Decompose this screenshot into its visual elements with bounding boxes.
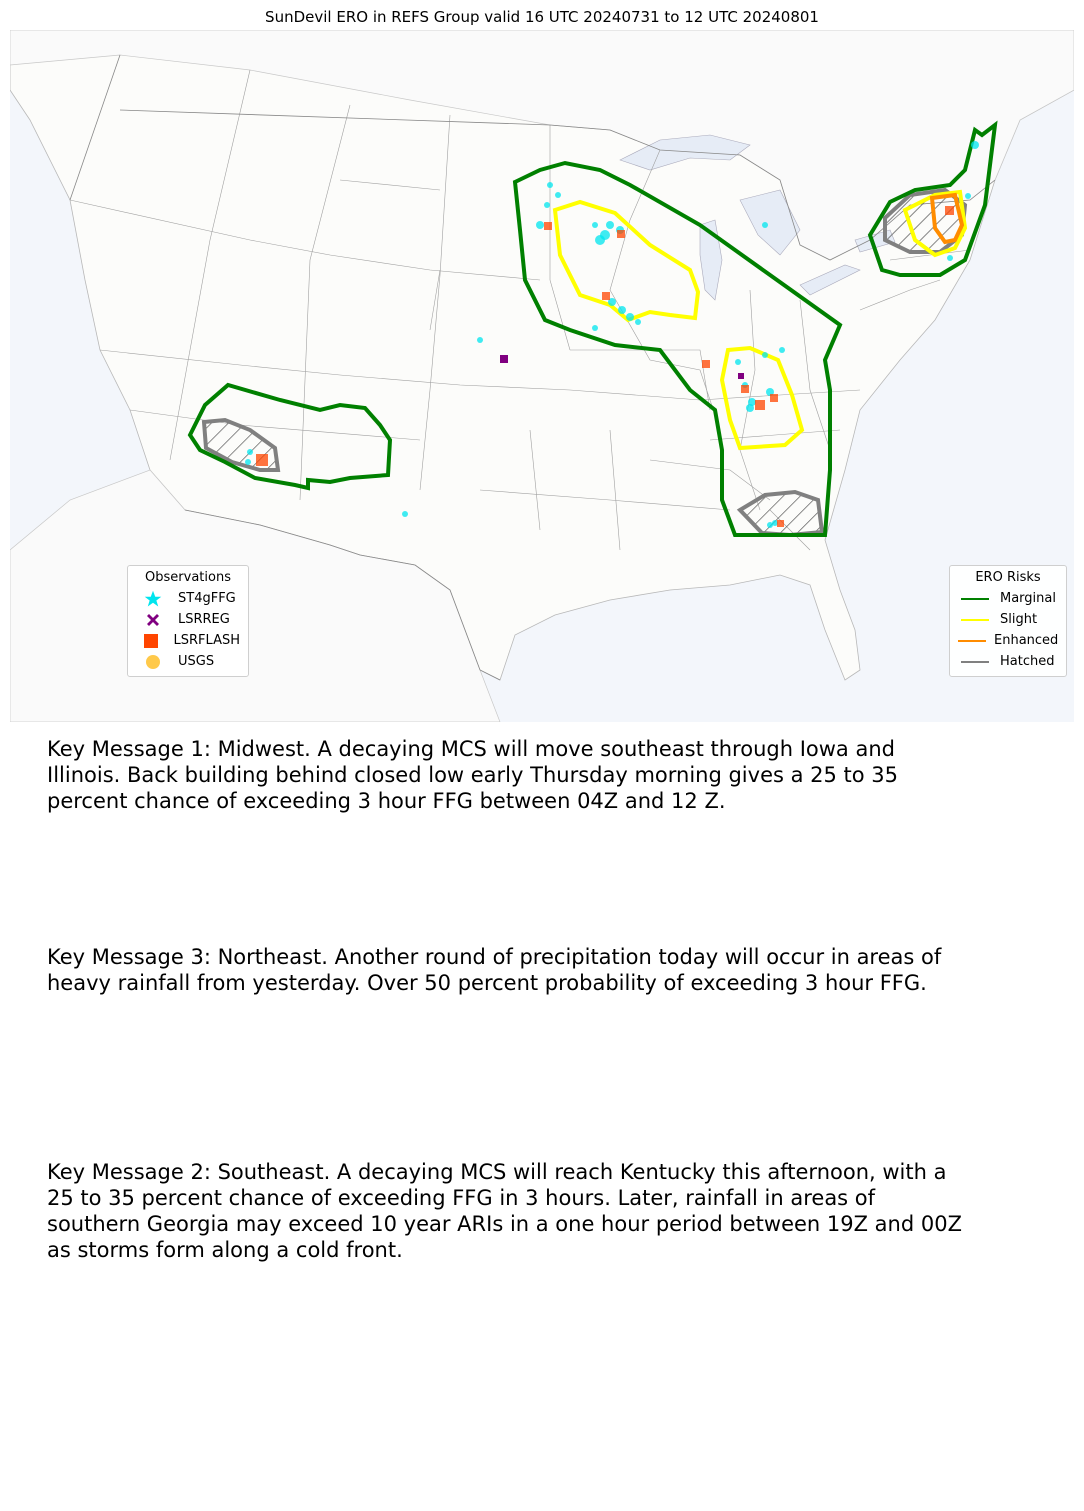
legend-label: Hatched <box>1000 654 1055 669</box>
legend-item-marginal <box>958 588 1058 609</box>
legend-label: USGS <box>178 654 215 669</box>
legend-item-hatched <box>958 651 1058 672</box>
key-message-3: Key Message 3: Northeast. Another round of precipitation today will occur in areas of heavy rainfall from yesterday. Over 50 percent probability of exceeding 3 hour FFG. <box>47 945 942 995</box>
legend-item-slight <box>958 609 1058 630</box>
marginal-line-icon <box>958 589 992 609</box>
legend-label: ST4gFFG <box>178 591 236 606</box>
observations-legend <box>127 565 249 677</box>
legend-label: Slight <box>1000 612 1038 627</box>
ero-legend-title: ERO Risks <box>975 570 1041 585</box>
key-message-1: Key Message 1: Midwest. A decaying MCS will move southeast through Iowa and Illinois. Back building behind closed low early Thursday morning gives a 25 to 35 percent chance of exceeding 3 hour FFG between 04Z and 12 Z. <box>47 737 899 813</box>
map-title: SunDevil ERO in REFS Group valid 16 UTC 20240731 to 12 UTC 20240801 <box>265 8 819 26</box>
star-icon <box>136 589 170 609</box>
legend-item-enhanced <box>958 630 1058 651</box>
legend-label: Enhanced <box>994 633 1059 648</box>
enhanced-line-icon <box>958 631 986 651</box>
legend-label: LSRFLASH <box>173 633 240 648</box>
legend-item-usgs <box>136 651 240 672</box>
legend-label: LSRREG <box>178 612 230 627</box>
slight-line-icon <box>958 610 992 630</box>
hatched-line-icon <box>958 652 992 672</box>
legend-item-lsrreg <box>136 609 240 630</box>
observations-legend-title: Observations <box>145 570 231 585</box>
x-icon <box>136 610 170 630</box>
square-icon <box>136 631 166 651</box>
legend-item-lsrflash <box>136 630 240 651</box>
legend-item-st4gffg <box>136 588 240 609</box>
legend-label: Marginal <box>1000 591 1056 606</box>
circle-icon <box>136 652 170 672</box>
key-message-2: Key Message 2: Southeast. A decaying MCS will reach Kentucky this afternoon, with a 25 to 35 percent chance of exceeding FFG in 3 hours. Later, rainfall in areas of southern Georgia may exceed 10 year ARIs in a one hour period between 19Z and 00Z as storms form along a cold front. <box>47 1160 962 1262</box>
ero-risks-legend <box>949 565 1067 677</box>
